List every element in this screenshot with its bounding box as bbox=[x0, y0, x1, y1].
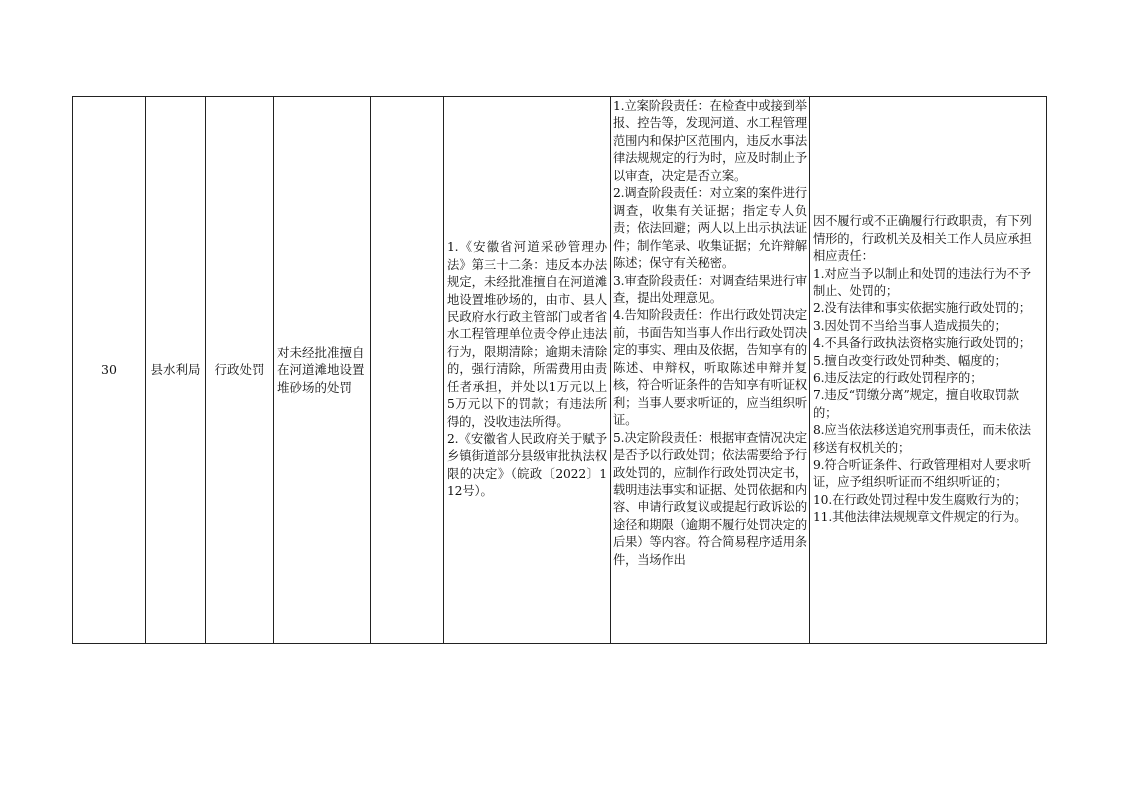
responsibility-cell bbox=[611, 97, 810, 644]
accountability-cell bbox=[810, 97, 1047, 644]
seq-cell bbox=[73, 97, 146, 644]
item-name-cell bbox=[274, 97, 371, 644]
item-name: 对未经批准擅自在河道滩地设置堆砂场的处罚 bbox=[277, 345, 365, 395]
category-cell bbox=[206, 97, 274, 644]
table-row bbox=[73, 97, 1047, 644]
department-cell bbox=[146, 97, 206, 644]
legal-basis-cell bbox=[444, 97, 611, 644]
category-label: 行政处罚 bbox=[214, 362, 265, 378]
accountability-text: 因不履行或不正确履行行政职责，有下列情形的，行政机关及相关工作人员应承担相应责任： 1.对应当予以制止和处罚的违法行为不予制止、处罚的； 2.没有法律和事实依据实施行政处罚的； 3.因处罚不当给当事人造成损失的； 4.不具备行政执法资格实施行政处罚的； 5.擅自改变行政处罚种类、幅度的； 6.违反法定的行政处罚程序的； 7.违反“罚缴分离”规定，擅自收取罚款的； 8.应当依法移送追究刑事责任，而未依法移送有权机关的； 9.符合听证条件、行政管理相对人要求听证，应予组织听证而不组织听证的； 10.在行政处罚过程中发生腐败行为的； 11.其他法律法规规章文件规定的行为。 bbox=[813, 214, 1032, 525]
seq-number: 30 bbox=[101, 362, 117, 378]
responsibility-text: 1.立案阶段责任：在检查中或接到举报、控告等，发现河道、水工程管理范围内和保护区范围内，违反水事法律法规规定的行为时，应及时制止予以审查，决定是否立案。 2.调查阶段责任：对立案的案件进行调查，收集有关证据；指定专人负责；依法回避；两人以上出示执法证件；制作笔录、收集证据；允许辩解陈述；保守有关秘密。 3.审查阶段责任：对调查结果进行审查，提出处理意见。 4.告知阶段责任：作出行政处罚决定前，书面告知当事人作出行政处罚决定的事实、理由及依据，告知享有的陈述、申辩权，听取陈述申辩并复核，符合听证条件的告知享有听证权利；当事人要求听证的，应当组织听证。 5.决定阶段责任：根据审查情况决定是否予以行政处罚；依法需要给予行政处罚的，应制作行政处罚决定书，载明违法事实和证据、处罚依据和内容、申请行政复议或提起行政诉讼的途径和期限（逾期不履行处罚决定的后果）等内容。符合简易程序适用条件，当场作出 bbox=[613, 99, 807, 567]
sub-item-cell bbox=[371, 97, 444, 644]
department-name: 县水利局 bbox=[150, 362, 201, 378]
power-list-table bbox=[72, 96, 1047, 644]
document-table-wrapper bbox=[72, 96, 1046, 644]
legal-basis-text: 1.《安徽省河道采砂管理办法》第三十二条：违反本办法规定，未经批准擅自在河道滩地设置堆砂场的，由市、县人民政府水行政主管部门或者省水工程管理单位责令停止违法行为，限期清除；逾期未清除的，强行清除，所需费用由责任者承担，并处以1万元以上5万元以下的罚款；有违法所得的，没收违法所得。 2.《安徽省人民政府关于赋予乡镇街道部分县级审批执法权限的决定》（皖政〔2022〕112号）。 bbox=[447, 240, 607, 499]
